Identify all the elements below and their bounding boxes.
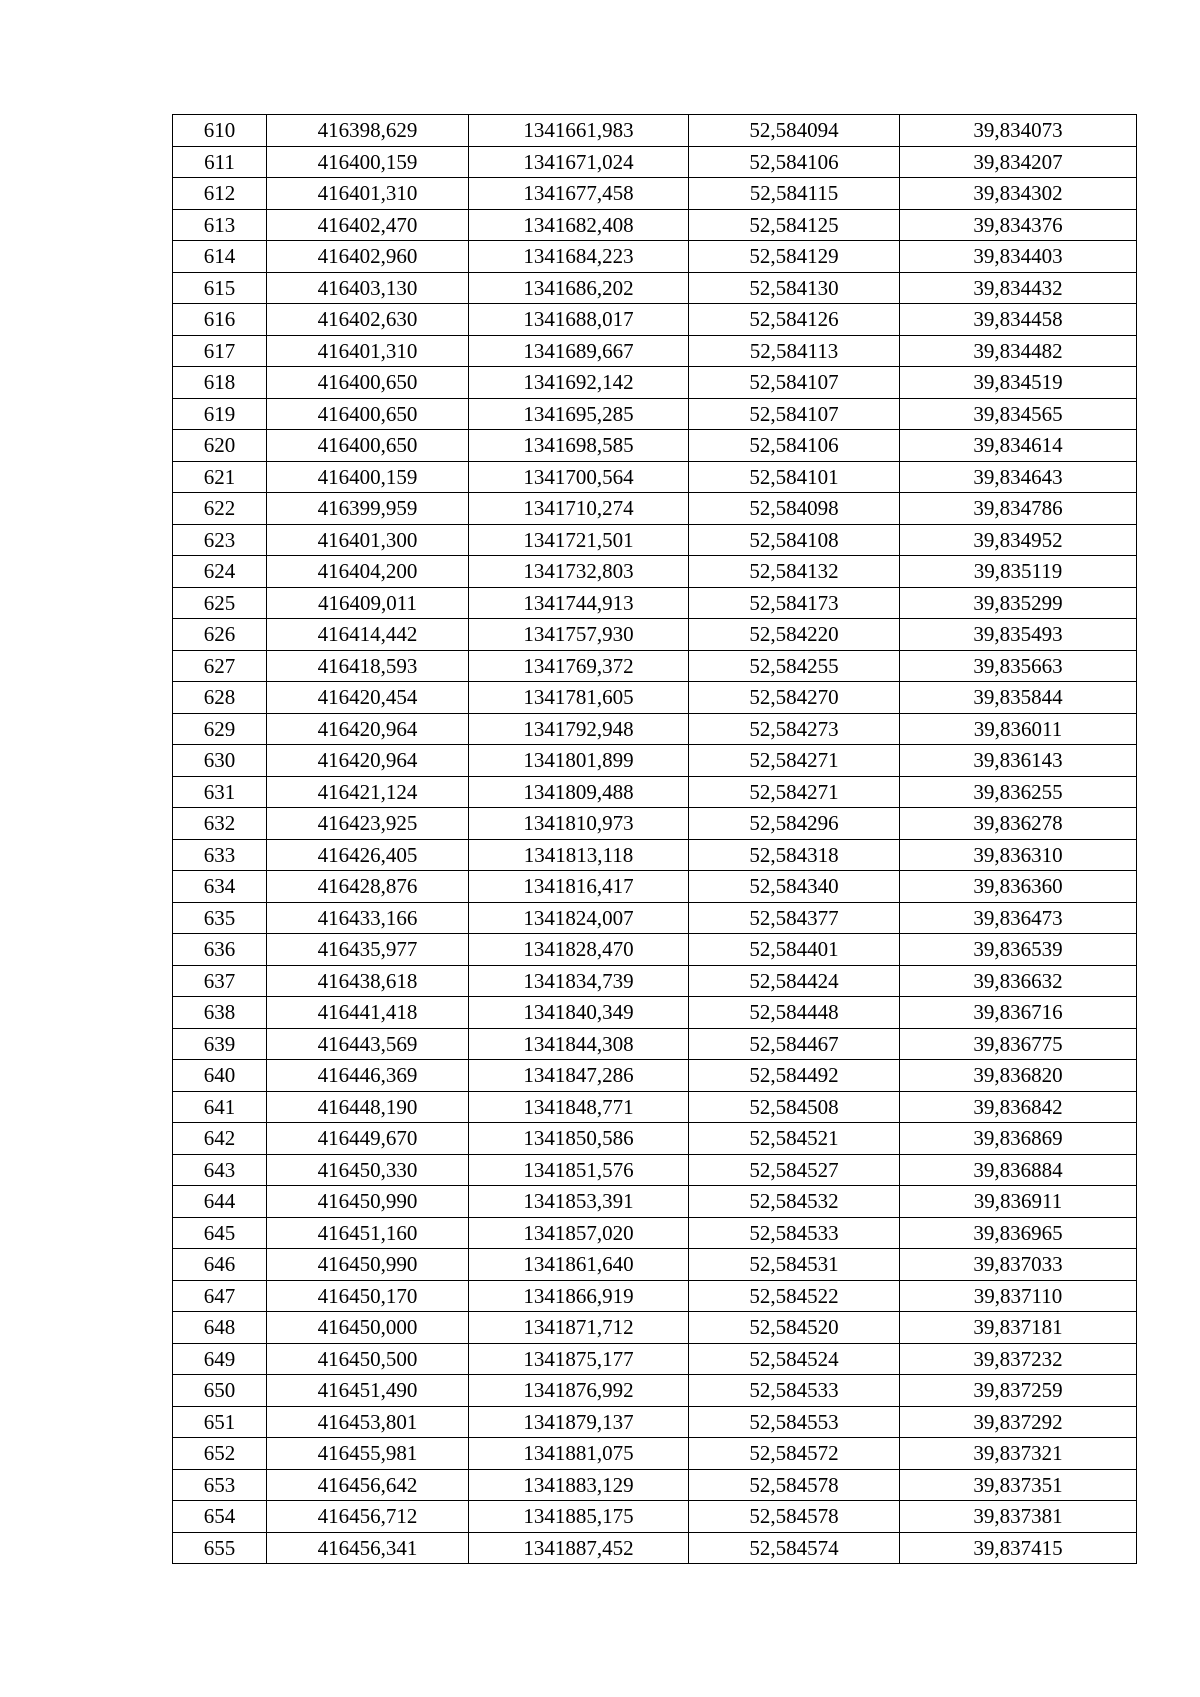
x-coordinate-cell: 416401,310 [267, 178, 469, 210]
latitude-cell: 52,584220 [689, 619, 900, 651]
longitude-cell: 39,836775 [900, 1028, 1137, 1060]
table-row [173, 808, 1137, 840]
y-coordinate-cell: 1341700,564 [469, 461, 689, 493]
x-coordinate-cell: 416423,925 [267, 808, 469, 840]
latitude-cell: 52,584533 [689, 1375, 900, 1407]
longitude-cell: 39,836842 [900, 1091, 1137, 1123]
y-coordinate-cell: 1341840,349 [469, 997, 689, 1029]
latitude-cell: 52,584296 [689, 808, 900, 840]
table-row [173, 304, 1137, 336]
latitude-cell: 52,584520 [689, 1312, 900, 1344]
latitude-cell: 52,584467 [689, 1028, 900, 1060]
longitude-cell: 39,835663 [900, 650, 1137, 682]
x-coordinate-cell: 416401,300 [267, 524, 469, 556]
longitude-cell: 39,834643 [900, 461, 1137, 493]
latitude-cell: 52,584108 [689, 524, 900, 556]
latitude-cell: 52,584533 [689, 1217, 900, 1249]
longitude-cell: 39,834073 [900, 115, 1137, 147]
latitude-cell: 52,584125 [689, 209, 900, 241]
longitude-cell: 39,836965 [900, 1217, 1137, 1249]
y-coordinate-cell: 1341875,177 [469, 1343, 689, 1375]
point-number-cell: 645 [173, 1217, 267, 1249]
longitude-cell: 39,834207 [900, 146, 1137, 178]
y-coordinate-cell: 1341686,202 [469, 272, 689, 304]
point-number-cell: 646 [173, 1249, 267, 1281]
y-coordinate-cell: 1341853,391 [469, 1186, 689, 1218]
y-coordinate-cell: 1341710,274 [469, 493, 689, 525]
y-coordinate-cell: 1341828,470 [469, 934, 689, 966]
latitude-cell: 52,584107 [689, 398, 900, 430]
point-number-cell: 635 [173, 902, 267, 934]
x-coordinate-cell: 416398,629 [267, 115, 469, 147]
latitude-cell: 52,584106 [689, 430, 900, 462]
y-coordinate-cell: 1341692,142 [469, 367, 689, 399]
point-number-cell: 625 [173, 587, 267, 619]
y-coordinate-cell: 1341844,308 [469, 1028, 689, 1060]
point-number-cell: 620 [173, 430, 267, 462]
longitude-cell: 39,836539 [900, 934, 1137, 966]
x-coordinate-cell: 416400,650 [267, 398, 469, 430]
y-coordinate-cell: 1341682,408 [469, 209, 689, 241]
longitude-cell: 39,835844 [900, 682, 1137, 714]
latitude-cell: 52,584492 [689, 1060, 900, 1092]
longitude-cell: 39,836632 [900, 965, 1137, 997]
x-coordinate-cell: 416403,130 [267, 272, 469, 304]
latitude-cell: 52,584340 [689, 871, 900, 903]
table-row [173, 1123, 1137, 1155]
point-number-cell: 628 [173, 682, 267, 714]
y-coordinate-cell: 1341732,803 [469, 556, 689, 588]
x-coordinate-cell: 416456,712 [267, 1501, 469, 1533]
point-number-cell: 650 [173, 1375, 267, 1407]
longitude-cell: 39,834302 [900, 178, 1137, 210]
latitude-cell: 52,584270 [689, 682, 900, 714]
point-number-cell: 643 [173, 1154, 267, 1186]
point-number-cell: 610 [173, 115, 267, 147]
table-row [173, 1280, 1137, 1312]
x-coordinate-cell: 416453,801 [267, 1406, 469, 1438]
table-row [173, 997, 1137, 1029]
table-row [173, 430, 1137, 462]
y-coordinate-cell: 1341866,919 [469, 1280, 689, 1312]
longitude-cell: 39,834786 [900, 493, 1137, 525]
longitude-cell: 39,836820 [900, 1060, 1137, 1092]
latitude-cell: 52,584578 [689, 1501, 900, 1533]
y-coordinate-cell: 1341792,948 [469, 713, 689, 745]
latitude-cell: 52,584572 [689, 1438, 900, 1470]
y-coordinate-cell: 1341744,913 [469, 587, 689, 619]
longitude-cell: 39,834482 [900, 335, 1137, 367]
y-coordinate-cell: 1341813,118 [469, 839, 689, 871]
table-row [173, 1154, 1137, 1186]
y-coordinate-cell: 1341851,576 [469, 1154, 689, 1186]
y-coordinate-cell: 1341698,585 [469, 430, 689, 462]
x-coordinate-cell: 416443,569 [267, 1028, 469, 1060]
longitude-cell: 39,834403 [900, 241, 1137, 273]
table-row [173, 1091, 1137, 1123]
y-coordinate-cell: 1341857,020 [469, 1217, 689, 1249]
latitude-cell: 52,584578 [689, 1469, 900, 1501]
y-coordinate-cell: 1341881,075 [469, 1438, 689, 1470]
latitude-cell: 52,584574 [689, 1532, 900, 1564]
x-coordinate-cell: 416451,160 [267, 1217, 469, 1249]
x-coordinate-cell: 416418,593 [267, 650, 469, 682]
x-coordinate-cell: 416450,500 [267, 1343, 469, 1375]
table-row [173, 1312, 1137, 1344]
longitude-cell: 39,836011 [900, 713, 1137, 745]
x-coordinate-cell: 416448,190 [267, 1091, 469, 1123]
point-number-cell: 631 [173, 776, 267, 808]
table-row [173, 650, 1137, 682]
longitude-cell: 39,834565 [900, 398, 1137, 430]
table-row [173, 776, 1137, 808]
longitude-cell: 39,836143 [900, 745, 1137, 777]
longitude-cell: 39,836255 [900, 776, 1137, 808]
x-coordinate-cell: 416420,964 [267, 713, 469, 745]
point-number-cell: 653 [173, 1469, 267, 1501]
longitude-cell: 39,837321 [900, 1438, 1137, 1470]
point-number-cell: 633 [173, 839, 267, 871]
point-number-cell: 621 [173, 461, 267, 493]
y-coordinate-cell: 1341850,586 [469, 1123, 689, 1155]
y-coordinate-cell: 1341695,285 [469, 398, 689, 430]
x-coordinate-cell: 416450,990 [267, 1186, 469, 1218]
table-row [173, 146, 1137, 178]
x-coordinate-cell: 416449,670 [267, 1123, 469, 1155]
y-coordinate-cell: 1341876,992 [469, 1375, 689, 1407]
x-coordinate-cell: 416450,000 [267, 1312, 469, 1344]
longitude-cell: 39,835493 [900, 619, 1137, 651]
table-row [173, 461, 1137, 493]
point-number-cell: 641 [173, 1091, 267, 1123]
y-coordinate-cell: 1341810,973 [469, 808, 689, 840]
table-row [173, 871, 1137, 903]
y-coordinate-cell: 1341809,488 [469, 776, 689, 808]
table-row [173, 713, 1137, 745]
latitude-cell: 52,584401 [689, 934, 900, 966]
table-row [173, 367, 1137, 399]
latitude-cell: 52,584129 [689, 241, 900, 273]
x-coordinate-cell: 416435,977 [267, 934, 469, 966]
y-coordinate-cell: 1341781,605 [469, 682, 689, 714]
longitude-cell: 39,837292 [900, 1406, 1137, 1438]
x-coordinate-cell: 416428,876 [267, 871, 469, 903]
x-coordinate-cell: 416438,618 [267, 965, 469, 997]
latitude-cell: 52,584424 [689, 965, 900, 997]
longitude-cell: 39,836360 [900, 871, 1137, 903]
x-coordinate-cell: 416450,330 [267, 1154, 469, 1186]
y-coordinate-cell: 1341769,372 [469, 650, 689, 682]
table-row [173, 1532, 1137, 1564]
latitude-cell: 52,584130 [689, 272, 900, 304]
table-row [173, 682, 1137, 714]
latitude-cell: 52,584094 [689, 115, 900, 147]
coordinates-table-body [173, 115, 1137, 1564]
latitude-cell: 52,584098 [689, 493, 900, 525]
longitude-cell: 39,836716 [900, 997, 1137, 1029]
latitude-cell: 52,584273 [689, 713, 900, 745]
x-coordinate-cell: 416450,990 [267, 1249, 469, 1281]
latitude-cell: 52,584532 [689, 1186, 900, 1218]
point-number-cell: 622 [173, 493, 267, 525]
y-coordinate-cell: 1341688,017 [469, 304, 689, 336]
y-coordinate-cell: 1341879,137 [469, 1406, 689, 1438]
x-coordinate-cell: 416401,310 [267, 335, 469, 367]
table-row [173, 965, 1137, 997]
latitude-cell: 52,584522 [689, 1280, 900, 1312]
point-number-cell: 612 [173, 178, 267, 210]
table-row [173, 178, 1137, 210]
point-number-cell: 640 [173, 1060, 267, 1092]
latitude-cell: 52,584377 [689, 902, 900, 934]
table-row [173, 1249, 1137, 1281]
x-coordinate-cell: 416455,981 [267, 1438, 469, 1470]
point-number-cell: 637 [173, 965, 267, 997]
longitude-cell: 39,837232 [900, 1343, 1137, 1375]
y-coordinate-cell: 1341883,129 [469, 1469, 689, 1501]
longitude-cell: 39,836884 [900, 1154, 1137, 1186]
table-row [173, 934, 1137, 966]
table-row [173, 209, 1137, 241]
longitude-cell: 39,837381 [900, 1501, 1137, 1533]
x-coordinate-cell: 416409,011 [267, 587, 469, 619]
point-number-cell: 652 [173, 1438, 267, 1470]
longitude-cell: 39,835119 [900, 556, 1137, 588]
table-row [173, 241, 1137, 273]
y-coordinate-cell: 1341885,175 [469, 1501, 689, 1533]
longitude-cell: 39,836278 [900, 808, 1137, 840]
table-row [173, 115, 1137, 147]
latitude-cell: 52,584271 [689, 745, 900, 777]
point-number-cell: 629 [173, 713, 267, 745]
x-coordinate-cell: 416402,960 [267, 241, 469, 273]
y-coordinate-cell: 1341887,452 [469, 1532, 689, 1564]
latitude-cell: 52,584553 [689, 1406, 900, 1438]
longitude-cell: 39,837181 [900, 1312, 1137, 1344]
table-row [173, 398, 1137, 430]
table-row [173, 1406, 1137, 1438]
x-coordinate-cell: 416451,490 [267, 1375, 469, 1407]
table-row [173, 1217, 1137, 1249]
latitude-cell: 52,584107 [689, 367, 900, 399]
y-coordinate-cell: 1341834,739 [469, 965, 689, 997]
point-number-cell: 615 [173, 272, 267, 304]
x-coordinate-cell: 416433,166 [267, 902, 469, 934]
longitude-cell: 39,834458 [900, 304, 1137, 336]
y-coordinate-cell: 1341684,223 [469, 241, 689, 273]
longitude-cell: 39,834952 [900, 524, 1137, 556]
point-number-cell: 639 [173, 1028, 267, 1060]
latitude-cell: 52,584527 [689, 1154, 900, 1186]
longitude-cell: 39,836473 [900, 902, 1137, 934]
point-number-cell: 623 [173, 524, 267, 556]
table-row [173, 1060, 1137, 1092]
latitude-cell: 52,584126 [689, 304, 900, 336]
latitude-cell: 52,584318 [689, 839, 900, 871]
latitude-cell: 52,584255 [689, 650, 900, 682]
longitude-cell: 39,837351 [900, 1469, 1137, 1501]
point-number-cell: 634 [173, 871, 267, 903]
point-number-cell: 655 [173, 1532, 267, 1564]
point-number-cell: 636 [173, 934, 267, 966]
y-coordinate-cell: 1341671,024 [469, 146, 689, 178]
point-number-cell: 619 [173, 398, 267, 430]
y-coordinate-cell: 1341661,983 [469, 115, 689, 147]
point-number-cell: 654 [173, 1501, 267, 1533]
table-row [173, 1438, 1137, 1470]
latitude-cell: 52,584106 [689, 146, 900, 178]
x-coordinate-cell: 416456,341 [267, 1532, 469, 1564]
table-row [173, 839, 1137, 871]
table-row [173, 335, 1137, 367]
table-row [173, 524, 1137, 556]
y-coordinate-cell: 1341848,771 [469, 1091, 689, 1123]
latitude-cell: 52,584101 [689, 461, 900, 493]
longitude-cell: 39,834614 [900, 430, 1137, 462]
y-coordinate-cell: 1341689,667 [469, 335, 689, 367]
longitude-cell: 39,837110 [900, 1280, 1137, 1312]
latitude-cell: 52,584115 [689, 178, 900, 210]
x-coordinate-cell: 416402,630 [267, 304, 469, 336]
point-number-cell: 611 [173, 146, 267, 178]
table-row [173, 619, 1137, 651]
latitude-cell: 52,584173 [689, 587, 900, 619]
latitude-cell: 52,584448 [689, 997, 900, 1029]
longitude-cell: 39,836869 [900, 1123, 1137, 1155]
longitude-cell: 39,837259 [900, 1375, 1137, 1407]
x-coordinate-cell: 416450,170 [267, 1280, 469, 1312]
x-coordinate-cell: 416420,454 [267, 682, 469, 714]
y-coordinate-cell: 1341801,899 [469, 745, 689, 777]
x-coordinate-cell: 416456,642 [267, 1469, 469, 1501]
table-row [173, 1375, 1137, 1407]
table-row [173, 745, 1137, 777]
y-coordinate-cell: 1341721,501 [469, 524, 689, 556]
point-number-cell: 613 [173, 209, 267, 241]
latitude-cell: 52,584531 [689, 1249, 900, 1281]
x-coordinate-cell: 416441,418 [267, 997, 469, 1029]
latitude-cell: 52,584508 [689, 1091, 900, 1123]
y-coordinate-cell: 1341847,286 [469, 1060, 689, 1092]
longitude-cell: 39,837415 [900, 1532, 1137, 1564]
longitude-cell: 39,836911 [900, 1186, 1137, 1218]
table-row [173, 1028, 1137, 1060]
point-number-cell: 630 [173, 745, 267, 777]
y-coordinate-cell: 1341757,930 [469, 619, 689, 651]
y-coordinate-cell: 1341816,417 [469, 871, 689, 903]
point-number-cell: 617 [173, 335, 267, 367]
latitude-cell: 52,584132 [689, 556, 900, 588]
point-number-cell: 626 [173, 619, 267, 651]
y-coordinate-cell: 1341824,007 [469, 902, 689, 934]
point-number-cell: 614 [173, 241, 267, 273]
latitude-cell: 52,584271 [689, 776, 900, 808]
longitude-cell: 39,836310 [900, 839, 1137, 871]
point-number-cell: 616 [173, 304, 267, 336]
table-row [173, 1186, 1137, 1218]
latitude-cell: 52,584524 [689, 1343, 900, 1375]
x-coordinate-cell: 416400,159 [267, 146, 469, 178]
table-row [173, 1501, 1137, 1533]
x-coordinate-cell: 416399,959 [267, 493, 469, 525]
table-row [173, 902, 1137, 934]
longitude-cell: 39,834519 [900, 367, 1137, 399]
x-coordinate-cell: 416400,159 [267, 461, 469, 493]
y-coordinate-cell: 1341871,712 [469, 1312, 689, 1344]
longitude-cell: 39,834432 [900, 272, 1137, 304]
table-row [173, 272, 1137, 304]
x-coordinate-cell: 416404,200 [267, 556, 469, 588]
longitude-cell: 39,837033 [900, 1249, 1137, 1281]
table-row [173, 587, 1137, 619]
x-coordinate-cell: 416400,650 [267, 430, 469, 462]
point-number-cell: 624 [173, 556, 267, 588]
x-coordinate-cell: 416421,124 [267, 776, 469, 808]
point-number-cell: 618 [173, 367, 267, 399]
y-coordinate-cell: 1341677,458 [469, 178, 689, 210]
point-number-cell: 638 [173, 997, 267, 1029]
point-number-cell: 651 [173, 1406, 267, 1438]
x-coordinate-cell: 416400,650 [267, 367, 469, 399]
table-row [173, 556, 1137, 588]
table-row [173, 493, 1137, 525]
latitude-cell: 52,584521 [689, 1123, 900, 1155]
longitude-cell: 39,834376 [900, 209, 1137, 241]
point-number-cell: 627 [173, 650, 267, 682]
y-coordinate-cell: 1341861,640 [469, 1249, 689, 1281]
latitude-cell: 52,584113 [689, 335, 900, 367]
coordinates-table [172, 114, 1137, 1564]
point-number-cell: 649 [173, 1343, 267, 1375]
point-number-cell: 647 [173, 1280, 267, 1312]
table-row [173, 1469, 1137, 1501]
x-coordinate-cell: 416426,405 [267, 839, 469, 871]
x-coordinate-cell: 416402,470 [267, 209, 469, 241]
x-coordinate-cell: 416446,369 [267, 1060, 469, 1092]
point-number-cell: 642 [173, 1123, 267, 1155]
point-number-cell: 632 [173, 808, 267, 840]
x-coordinate-cell: 416420,964 [267, 745, 469, 777]
point-number-cell: 648 [173, 1312, 267, 1344]
longitude-cell: 39,835299 [900, 587, 1137, 619]
x-coordinate-cell: 416414,442 [267, 619, 469, 651]
point-number-cell: 644 [173, 1186, 267, 1218]
table-row [173, 1343, 1137, 1375]
